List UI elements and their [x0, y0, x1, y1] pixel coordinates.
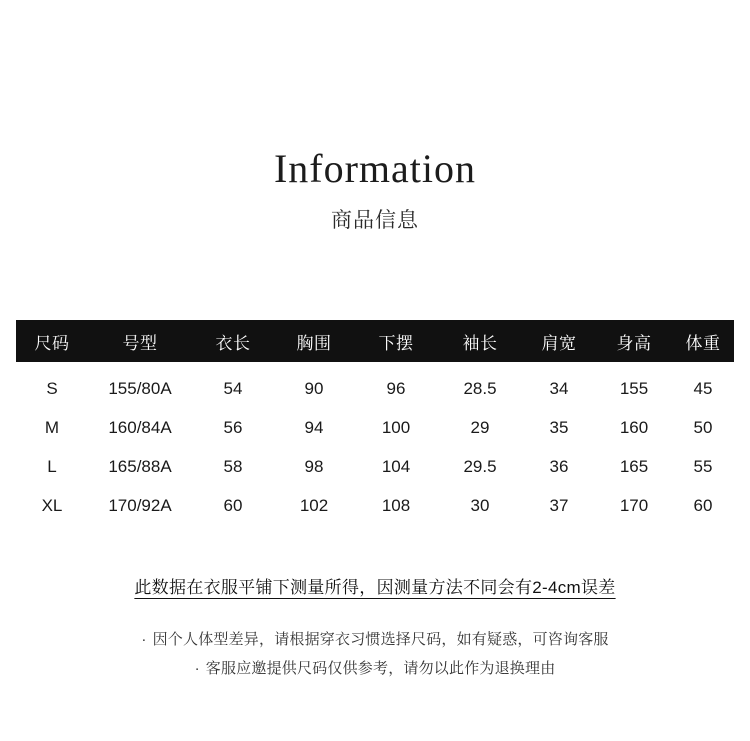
note-text: 因个人体型差异，请根据穿衣习惯选择尺码，如有疑惑，可咨询客服 — [152, 631, 609, 648]
cell-sleeve: 28.5 — [438, 362, 522, 408]
column-header-bust: 胸围 — [274, 320, 354, 362]
cell-weight: 50 — [672, 408, 734, 447]
cell-size: S — [16, 362, 88, 408]
size-table — [16, 320, 734, 525]
table-header-row — [16, 320, 734, 362]
cell-hem: 100 — [354, 408, 438, 447]
cell-length: 60 — [192, 486, 274, 525]
cell-bust: 98 — [274, 447, 354, 486]
cell-shoulder: 37 — [522, 486, 596, 525]
page-subtitle: 商品信息 — [331, 209, 419, 232]
column-header-sleeve: 袖长 — [438, 320, 522, 362]
cell-length: 56 — [192, 408, 274, 447]
note-list — [0, 626, 750, 683]
list-item — [0, 655, 750, 684]
cell-sleeve: 29 — [438, 408, 522, 447]
column-header-size: 尺码 — [16, 320, 88, 362]
page-title: Information — [273, 146, 477, 191]
cell-bust: 94 — [274, 408, 354, 447]
cell-height: 165 — [596, 447, 672, 486]
size-chart — [16, 320, 734, 525]
size-table-body — [16, 362, 734, 525]
column-header-weight: 体重 — [672, 320, 734, 362]
cell-model: 160/84A — [88, 408, 192, 447]
cell-sleeve: 30 — [438, 486, 522, 525]
table-row — [16, 486, 734, 525]
size-table-head — [16, 320, 734, 362]
notes-section — [0, 573, 750, 683]
cell-model: 165/88A — [88, 447, 192, 486]
column-header-length: 衣长 — [192, 320, 274, 362]
cell-height: 170 — [596, 486, 672, 525]
bullet-icon: · — [141, 631, 147, 648]
cell-sleeve: 29.5 — [438, 447, 522, 486]
cell-weight: 55 — [672, 447, 734, 486]
cell-length: 58 — [192, 447, 274, 486]
cell-size: L — [16, 447, 88, 486]
cell-hem: 96 — [354, 362, 438, 408]
cell-bust: 90 — [274, 362, 354, 408]
note-text: 客服应邀提供尺码仅供参考，请勿以此作为退换理由 — [205, 659, 556, 677]
cell-shoulder: 36 — [522, 447, 596, 486]
cell-height: 155 — [596, 362, 672, 408]
cell-shoulder: 35 — [522, 408, 596, 447]
column-header-model: 号型 — [88, 320, 192, 362]
table-row — [16, 362, 734, 408]
list-item — [0, 626, 750, 655]
page-header — [0, 0, 750, 234]
column-header-shoulder: 肩宽 — [522, 320, 596, 362]
cell-model: 170/92A — [88, 486, 192, 525]
cell-length: 54 — [192, 362, 274, 408]
cell-hem: 104 — [354, 447, 438, 486]
cell-weight: 45 — [672, 362, 734, 408]
cell-shoulder: 34 — [522, 362, 596, 408]
bullet-icon: · — [194, 659, 200, 677]
cell-hem: 108 — [354, 486, 438, 525]
cell-size: XL — [16, 486, 88, 525]
column-header-height: 身高 — [596, 320, 672, 362]
cell-size: M — [16, 408, 88, 447]
measurement-note: 此数据在衣服平铺下测量所得，因测量方法不同会有2-4cm误差 — [134, 578, 616, 597]
cell-height: 160 — [596, 408, 672, 447]
table-row — [16, 447, 734, 486]
table-row — [16, 408, 734, 447]
cell-bust: 102 — [274, 486, 354, 525]
column-header-hem: 下摆 — [354, 320, 438, 362]
cell-weight: 60 — [672, 486, 734, 525]
cell-model: 155/80A — [88, 362, 192, 408]
